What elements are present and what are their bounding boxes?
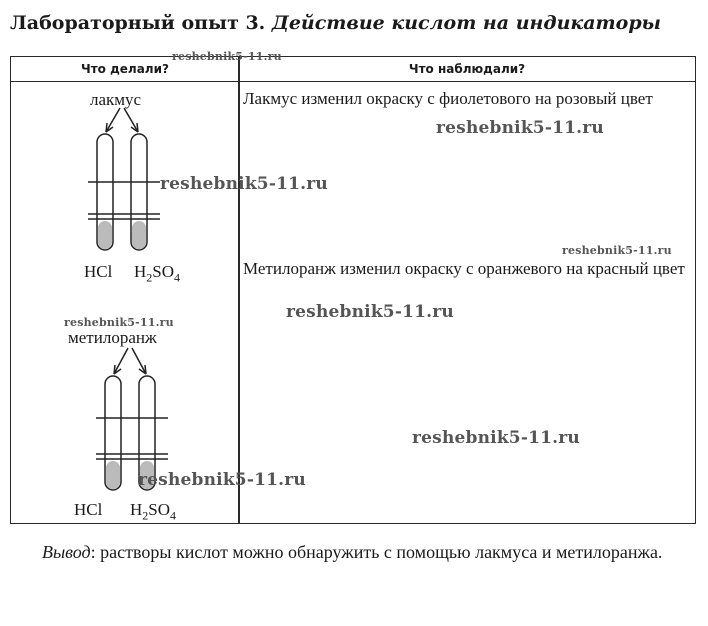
observation-litmus: Лакмус изменил окраску с фиолетового на розовый цвет (243, 89, 653, 108)
watermark: reshebnik5-11.ru (436, 118, 604, 138)
title-bold: Лабораторный опыт 3. (10, 12, 266, 34)
acid-label-hcl-2: HCl (74, 500, 103, 519)
conclusion-label: Вывод (42, 542, 91, 562)
watermark: reshebnik5-11.ru (286, 302, 454, 322)
conclusion-text (42, 540, 700, 564)
watermark: reshebnik5-11.ru (160, 174, 328, 194)
column-divider (238, 57, 240, 523)
page-title (10, 6, 700, 40)
watermark: reshebnik5-11.ru (172, 50, 282, 63)
column-header-what-observed: Что наблюдали? (408, 62, 526, 76)
indicator-label-litmus: лакмус (90, 90, 142, 109)
indicator-label-methyl-orange: метилоранж (68, 328, 157, 347)
acid-label-h2so4-1: $H_2SO_4$ (134, 262, 181, 285)
watermark: reshebnik5-11.ru (64, 316, 174, 329)
acid-label-hcl-1: HCl (84, 262, 113, 281)
watermark: reshebnik5-11.ru (138, 470, 306, 490)
title-italic: Действие кислот на индикаторы (271, 12, 661, 34)
conclusion-body: : растворы кислот можно обнаружить с помощью лакмуса и метилоранжа. (90, 542, 663, 562)
table-header (11, 57, 695, 82)
watermark: reshebnik5-11.ru (562, 244, 672, 257)
observation-methyl-orange: Метилоранж изменил окраску с оранжевого на красный цвет (243, 259, 685, 278)
acid-label-h2so4-2: $H_2SO_4$ (130, 500, 177, 523)
column-header-what-done: Что делали? (81, 62, 169, 76)
watermark: reshebnik5-11.ru (412, 428, 580, 448)
